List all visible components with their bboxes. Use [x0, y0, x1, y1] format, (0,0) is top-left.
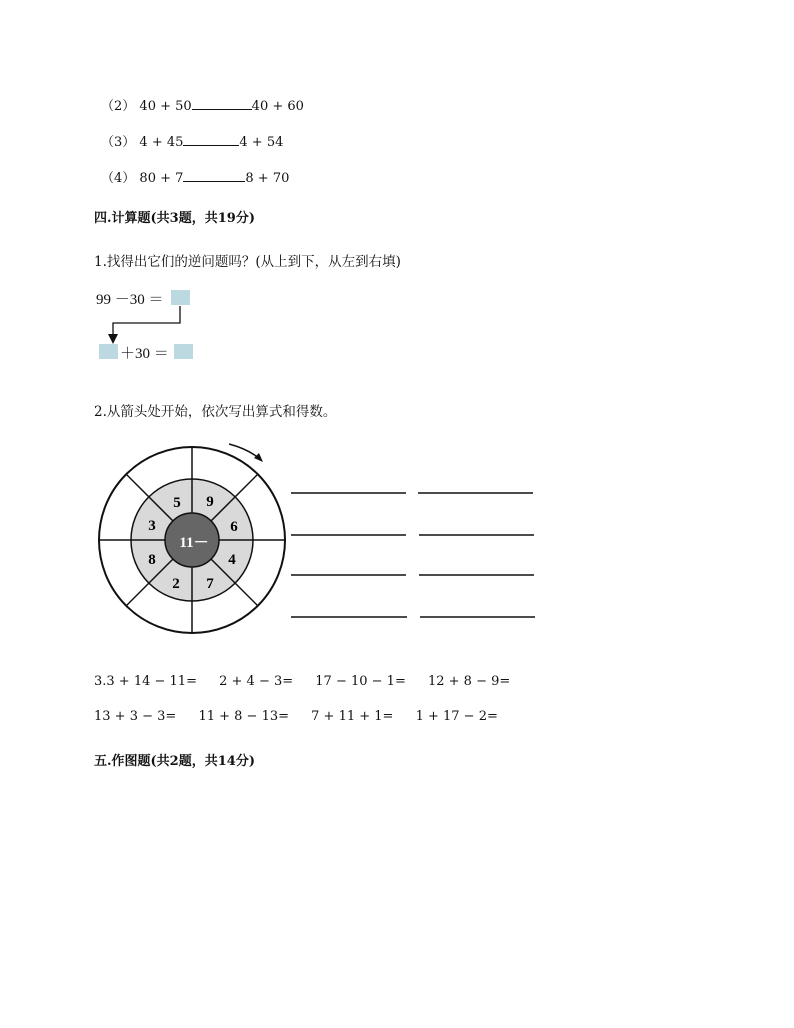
comparison-index: （3） — [101, 135, 136, 150]
comparison-left: 4 + 45 — [139, 135, 184, 150]
comparison-right: 8 + 70 — [245, 171, 290, 186]
wheel-number: 2 — [172, 576, 180, 592]
comparison-left: 40 + 50 — [139, 99, 192, 114]
calc-item: 12 + 8 − 9= — [427, 674, 511, 689]
comparison-right: 4 + 54 — [239, 135, 284, 150]
calc-item: 2 + 4 − 3= — [219, 674, 294, 689]
calc-item: 13 + 3 − 3= — [94, 709, 177, 724]
wheel-number: 3 — [148, 518, 156, 534]
wheel-number: 8 — [148, 552, 156, 568]
wheel-center-label: 11－ — [179, 535, 209, 551]
calc-row-2 — [94, 709, 516, 724]
comparison-index: （2） — [101, 99, 136, 114]
section-5-title: 五.作图题(共2题，共14分) — [94, 754, 255, 769]
equation-2: ＋30 ＝ — [120, 346, 169, 362]
equation-1: 99 －30 ＝ — [96, 292, 164, 308]
wheel-number: 6 — [230, 519, 238, 535]
question-2-prompt: 2.从箭头处开始，依次写出算式和得数。 — [94, 404, 337, 420]
wheel-number: 9 — [206, 494, 214, 510]
wheel-number: 7 — [206, 576, 214, 592]
calc-item: 7 + 11 + 1= — [311, 709, 394, 724]
wheel-number: 5 — [173, 495, 181, 511]
calc-item: 1 + 17 − 2= — [415, 709, 498, 724]
comparison-right: 40 + 60 — [251, 99, 304, 114]
section-4-title: 四.计算题(共3题，共19分) — [94, 211, 255, 226]
calc-item: 11 + 8 − 13= — [198, 709, 289, 724]
calc-item: 3.3 + 14 − 11= — [94, 674, 197, 689]
calc-row-1 — [94, 674, 528, 689]
wheel-number: 4 — [228, 552, 236, 568]
comparison-index: （4） — [101, 171, 136, 186]
question-1-prompt: 1.找得出它们的逆问题吗？(从上到下，从左到右填) — [94, 254, 401, 270]
calc-item: 17 − 10 − 1= — [315, 674, 406, 689]
comparison-left: 80 + 7 — [139, 171, 184, 186]
